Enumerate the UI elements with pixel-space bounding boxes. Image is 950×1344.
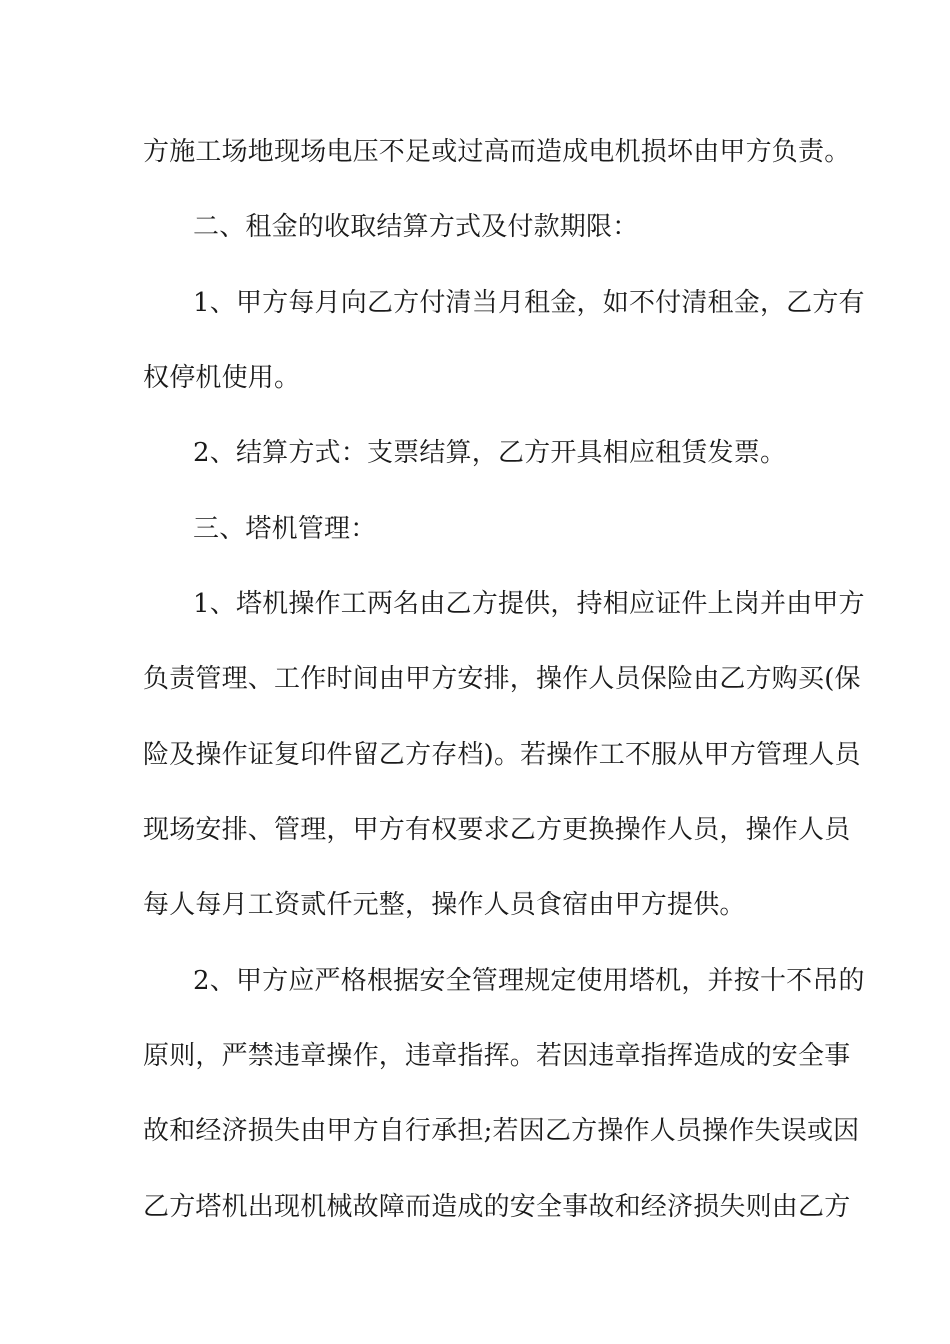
- text-line: 1、塔机操作工两名由乙方提供，持相应证件上岗并由甲方: [193, 589, 865, 619]
- text-line: 2、结算方式：支票结算，乙方开具相应租赁发票。: [193, 438, 787, 468]
- section-heading: 三、塔机管理：: [193, 514, 377, 544]
- text-line: 方施工场地现场电压不足或过高而造成电机损坏由甲方负责。: [143, 137, 851, 167]
- text-line: 1、甲方每月向乙方付清当月租金，如不付清租金，乙方有: [193, 288, 865, 318]
- text-line: 原则，严禁违章操作，违章指挥。若因违章指挥造成的安全事: [143, 1041, 851, 1071]
- text-line: 2、甲方应严格根据安全管理规定使用塔机，并按十不吊的: [193, 966, 865, 996]
- text-line: 现场安排、管理，甲方有权要求乙方更换操作人员，操作人员: [143, 815, 851, 845]
- text-line: 险及操作证复印件留乙方存档)。若操作工不服从甲方管理人员: [143, 740, 861, 770]
- text-line: 权停机使用。: [143, 363, 301, 393]
- text-line: 负责管理、工作时间由甲方安排，操作人员保险由乙方购买(保: [143, 664, 861, 694]
- section-heading: 二、租金的收取结算方式及付款期限：: [193, 212, 639, 242]
- text-line: 每人每月工资贰仟元整，操作人员食宿由甲方提供。: [143, 890, 746, 920]
- text-line: 故和经济损失由甲方自行承担;若因乙方操作人员操作失误或因: [143, 1116, 860, 1146]
- text-line: 乙方塔机出现机械故障而造成的安全事故和经济损失则由乙方: [143, 1192, 851, 1222]
